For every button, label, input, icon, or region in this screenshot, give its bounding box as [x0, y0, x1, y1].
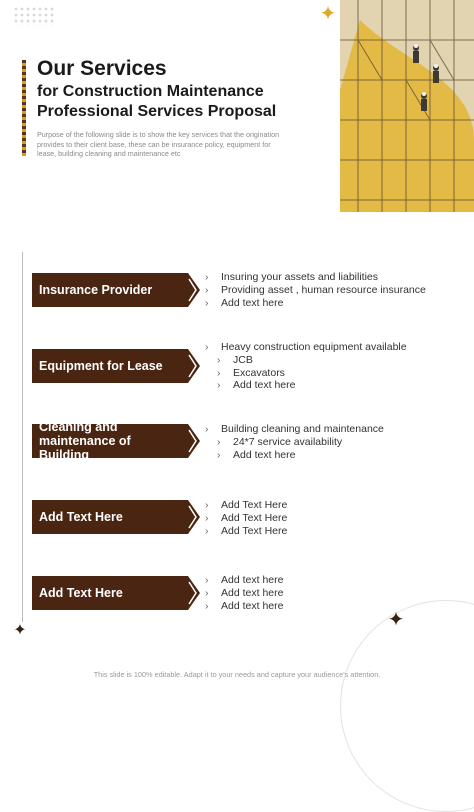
service-label: Add Text Here: [39, 510, 123, 524]
bullet-item: › Building cleaning and maintenance: [205, 423, 384, 436]
decorative-circle: [340, 600, 474, 812]
bullet-subitem: › Add text here: [205, 449, 384, 462]
bullet-subitem: › 24*7 service availability: [205, 436, 384, 449]
service-cleaning-maintenance: [32, 420, 200, 462]
bullet-item: › Insuring your assets and liabilities: [205, 271, 426, 284]
purpose-text: Purpose of the following slide is to show the key services that the origination provides to their client base, these can be insurance policy, equipment for lease, building cleaning and maintenance etc: [37, 130, 280, 158]
bullet-item: › Add text here: [205, 297, 426, 310]
service-add-text-1: [32, 500, 200, 534]
service-bullets-add-2: [205, 574, 283, 612]
bullet-item: › Add text here: [205, 574, 283, 587]
service-bullets-insurance: [205, 271, 426, 309]
timeline-line: [22, 252, 23, 622]
scaffolding-illustration: [340, 0, 474, 212]
service-bullets-equipment: [205, 341, 407, 392]
service-insurance-provider: [32, 273, 200, 307]
service-equipment-for-lease: [32, 349, 200, 383]
service-label: Cleaning and maintenance of Building: [39, 420, 131, 462]
bullet-subitem: › Excavators: [205, 367, 407, 380]
bullet-item: › Add Text Here: [205, 499, 287, 512]
service-bullets-cleaning: [205, 423, 384, 461]
bullet-item: › Add Text Here: [205, 512, 287, 525]
bullet-subitem: › JCB: [205, 354, 407, 367]
service-add-text-2: [32, 576, 200, 610]
service-label: Insurance Provider: [39, 283, 153, 297]
bullet-item: › Add Text Here: [205, 525, 287, 538]
bullet-item: › Providing asset , human resource insurance: [205, 284, 426, 297]
sparkle-icon: ✦: [387, 609, 405, 631]
service-label: Add Text Here: [39, 586, 123, 600]
sparkle-icon: ✦: [319, 3, 337, 25]
footer-note: This slide is 100% editable. Adapt it to your needs and capture your audience's attention.: [93, 670, 381, 679]
bullet-subitem: › Add text here: [205, 379, 407, 392]
page-subtitle: for Construction Maintenance Professional Services Proposal: [37, 83, 277, 120]
dot-grid-decoration: [13, 6, 55, 26]
bullet-item: › Heavy construction equipment available: [205, 341, 407, 354]
bullet-item: › Add text here: [205, 600, 283, 613]
title-accent-bar: [22, 60, 26, 156]
page-title: Our Services: [37, 57, 167, 80]
bullet-item: › Add text here: [205, 587, 283, 600]
service-label: Equipment for Lease: [39, 359, 163, 373]
sparkle-icon: ✦: [13, 622, 27, 639]
service-bullets-add-1: [205, 499, 287, 537]
construction-workers-photo: [340, 0, 474, 212]
